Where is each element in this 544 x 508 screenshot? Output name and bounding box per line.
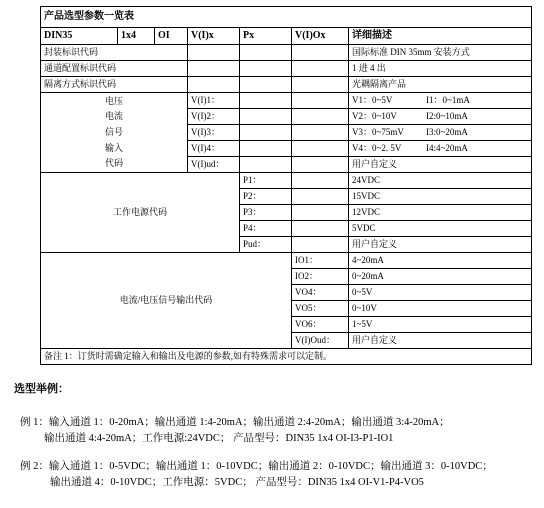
example-1-line-1: 例 1：输入通道 1：0-20mA；输出通道 1:4-20mA；输出通道 2:4-20mA；输出通道 3:4-20mA； <box>20 417 450 428</box>
package-code-label: 封装标识代码 <box>41 45 188 61</box>
power-desc: 用户自定义 <box>349 237 532 253</box>
input-code: V(I)2： <box>188 109 240 125</box>
isolation-desc: 光耦隔离产品 <box>349 77 532 93</box>
output-desc: 0~10V <box>349 301 532 317</box>
table-title: 产品选型参数一览表 <box>41 7 532 28</box>
isolation-label: 隔离方式标识代码 <box>41 77 188 93</box>
package-code-desc: 国际标准 DIN 35mm 安装方式 <box>349 45 532 61</box>
table-header-row <box>41 28 532 45</box>
table-row <box>41 173 532 189</box>
example-1-line-2: 输出通道 4:4-20mA；工作电源:24VDC； 产品型号：DIN35 1x4 OI-I3-P1-IO1 <box>44 433 394 444</box>
input-code: V(I)4： <box>188 141 240 157</box>
input-desc: V1：0~5V I1：0~1mA <box>349 93 532 109</box>
table-row <box>41 349 532 365</box>
power-desc: 24VDC <box>349 173 532 189</box>
input-desc: V2：0~10V I2:0~10mA <box>349 109 532 125</box>
input-signal-label: 电压 电流 信号 输入 代码 <box>41 93 188 173</box>
output-code-label: 电流/电压信号输出代码 <box>41 253 292 349</box>
output-code: VO6： <box>292 317 349 333</box>
input-code: V(I)1： <box>188 93 240 109</box>
table-row <box>41 77 532 93</box>
power-code: P3： <box>240 205 292 221</box>
output-desc: 1~5V <box>349 317 532 333</box>
power-code: P1： <box>240 173 292 189</box>
output-desc: 4~20mA <box>349 253 532 269</box>
header-detail: 详细描述 <box>349 28 532 45</box>
table-row <box>41 253 532 269</box>
power-code: P2： <box>240 189 292 205</box>
header-vix: V(I)x <box>188 28 240 45</box>
input-code: V(I)ud： <box>188 157 240 173</box>
output-code: VO4： <box>292 285 349 301</box>
header-din35: DIN35 <box>41 28 118 45</box>
examples-heading: 选型举例： <box>14 382 69 395</box>
channel-config-label: 通道配置标识代码 <box>41 61 188 77</box>
power-code: P4： <box>240 221 292 237</box>
power-desc: 15VDC <box>349 189 532 205</box>
output-desc: 用户自定义 <box>349 333 532 349</box>
output-code: IO1： <box>292 253 349 269</box>
input-code: V(I)3： <box>188 125 240 141</box>
power-desc: 12VDC <box>349 205 532 221</box>
output-code: VO5： <box>292 301 349 317</box>
table-row <box>41 45 532 61</box>
table-row <box>41 93 532 109</box>
channel-config-desc: 1 进 4 出 <box>349 61 532 77</box>
output-desc: 0~20mA <box>349 269 532 285</box>
example-2-line-2: 输出通道 4：0-10VDC；工作电源：5VDC； 产品型号：DIN35 1x4 OI-V1-P4-VO5 <box>50 477 424 488</box>
power-code: Pud： <box>240 237 292 253</box>
output-code: IO2： <box>292 269 349 285</box>
output-code: V(I)Oud： <box>292 333 349 349</box>
order-note: 备注 1：订货时需确定输入和输出及电源的参数,如有特殊需求可以定制。 <box>41 349 532 365</box>
example-2-line-1: 例 2：输入通道 1：0-5VDC；输出通道 1：0-10VDC；输出通道 2：0-10VDC；输出通道 3：0-10VDC； <box>20 461 493 472</box>
output-desc: 0~5V <box>349 285 532 301</box>
header-px: Px <box>240 28 292 45</box>
input-desc: 用户自定义 <box>349 157 532 173</box>
power-code-label: 工作电源代码 <box>41 173 240 253</box>
selection-parameter-table <box>40 6 532 365</box>
input-desc: V4：0~2. 5V I4:4~20mA <box>349 141 532 157</box>
input-desc: V3：0~75mV I3:0~20mA <box>349 125 532 141</box>
header-oi: OI <box>155 28 188 45</box>
header-1x4: 1x4 <box>118 28 155 45</box>
table-row <box>41 61 532 77</box>
power-desc: 5VDC <box>349 221 532 237</box>
header-viox: V(I)Ox <box>292 28 349 45</box>
